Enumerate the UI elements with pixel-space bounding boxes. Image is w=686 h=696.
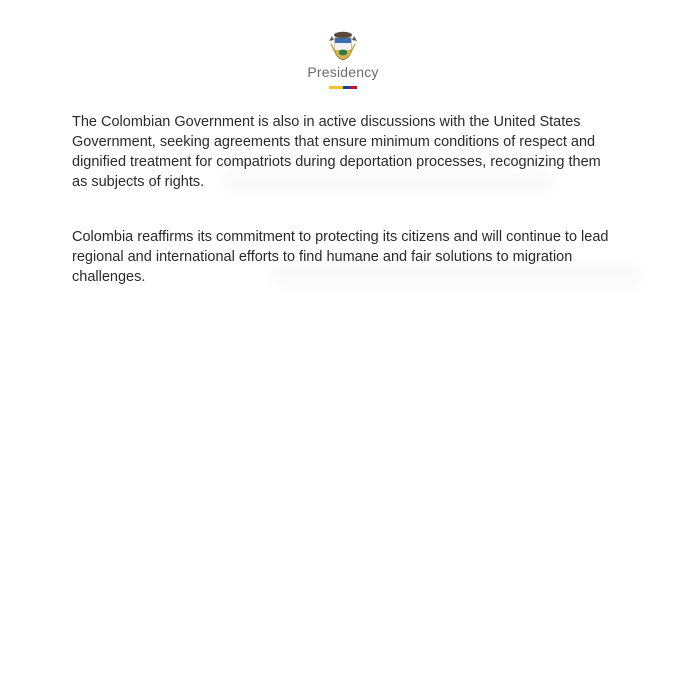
flag-stripe-red bbox=[350, 86, 357, 89]
page-header bbox=[0, 30, 686, 89]
page-title: Presidency bbox=[307, 64, 379, 80]
statement-body bbox=[72, 112, 617, 287]
paragraph: Colombia reaffirms its commitment to protecting its citizens and will continue to lead regional and international efforts to find humane and fair solutions to migration challenges. bbox=[72, 229, 609, 285]
colombia-coat-of-arms-icon bbox=[328, 30, 358, 62]
flag-stripe-blue bbox=[343, 86, 350, 89]
background-shadow bbox=[272, 262, 642, 286]
flag-stripe-yellow bbox=[329, 86, 343, 89]
background-shadow bbox=[222, 170, 552, 194]
colombian-flag-bar bbox=[329, 86, 357, 89]
paragraph: The Colombian Government is also in active discussions with the United States Government, seeking agreements that ensure minimum conditions of respect and dignified treatment for compatriots during deportation processes, recognizing them as subjects of rights. bbox=[72, 114, 601, 190]
